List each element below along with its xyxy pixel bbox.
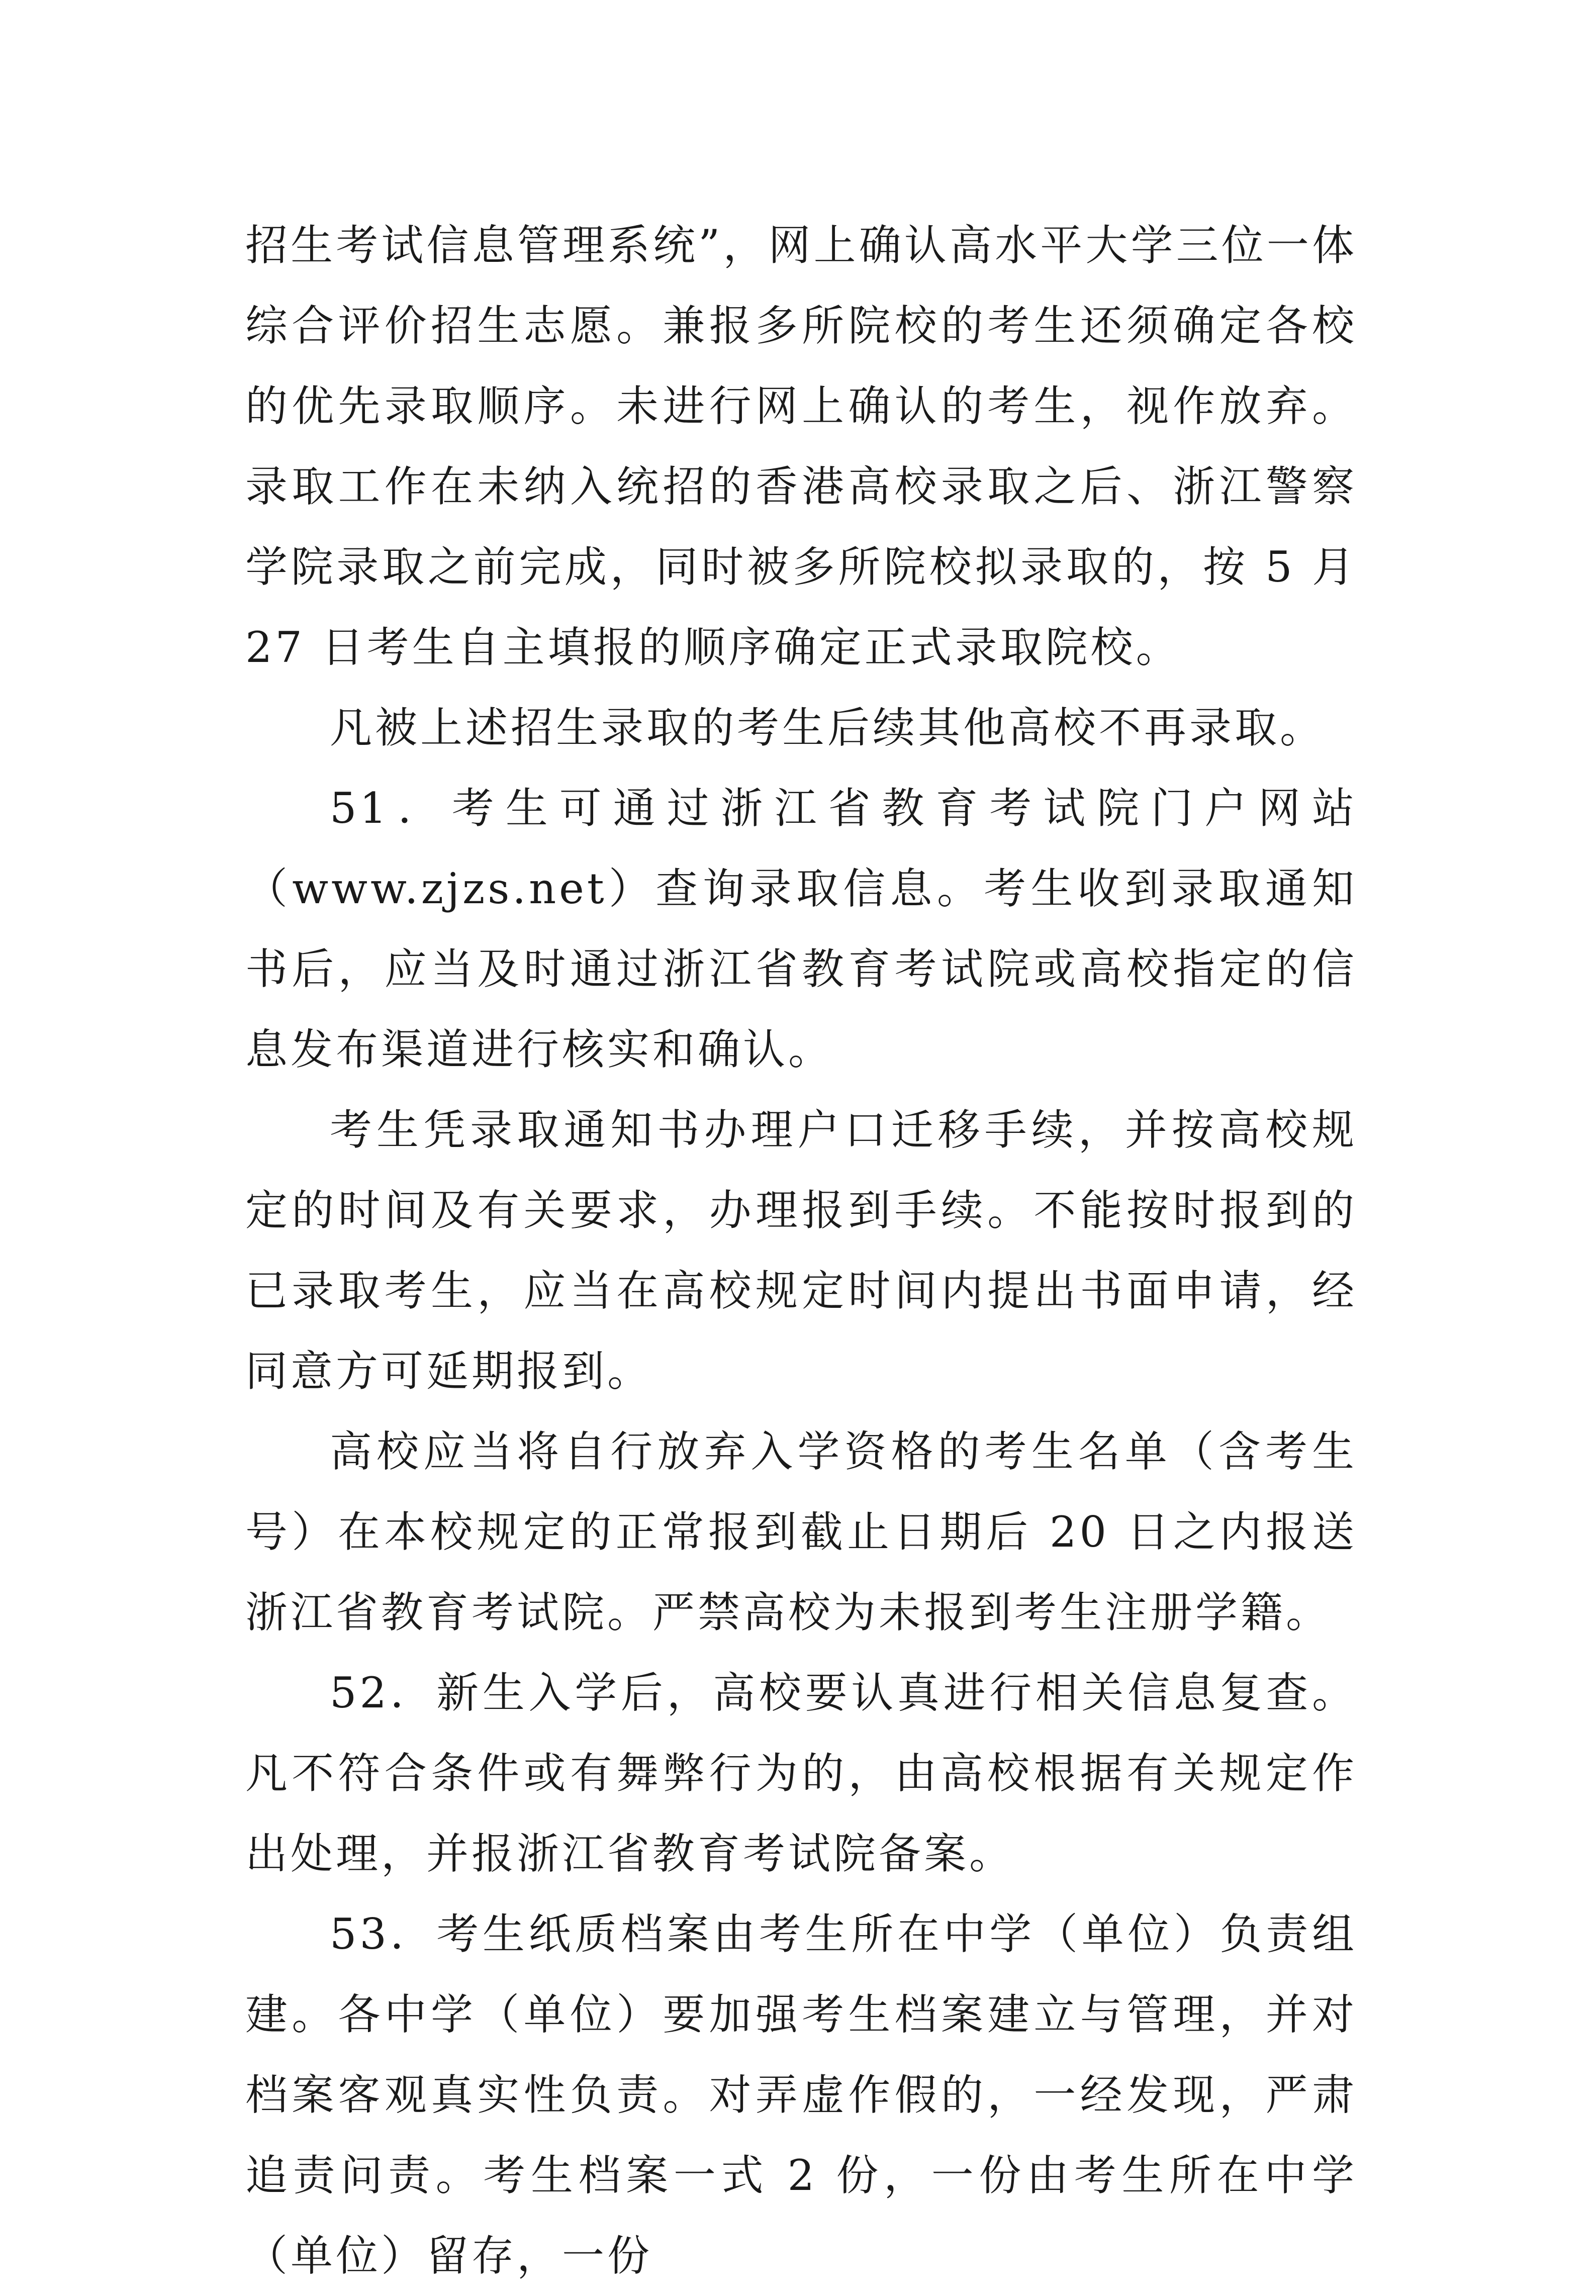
- document-body: [245, 205, 1357, 2296]
- paragraph-6: 52．新生入学后，高校要认真进行相关信息复查。凡不符合条件或有舞弊行为的，由高校根据有关规定作出处理，并报浙江省教育考试院备案。: [245, 1668, 1357, 1878]
- paragraph-7: 53．考生纸质档案由考生所在中学（单位）负责组建。各中学（单位）要加强考生档案建立与管理，并对档案客观真实性负责。对弄虚作假的，一经发现，严肃追责问责。考生档案一式 2 份，一份由考生所在中学（单位）留存，一份: [245, 1909, 1357, 2280]
- paragraph-5: 高校应当将自行放弃入学资格的考生名单（含考生号）在本校规定的正常报到截止日期后 20 日之内报送浙江省教育考试院。严禁高校为未报到考生注册学籍。: [245, 1427, 1357, 1637]
- paragraph-4: 考生凭录取通知书办理户口迁移手续，并按高校规定的时间及有关要求，办理报到手续。不能按时报到的已录取考生，应当在高校规定时间内提出书面申请，经同意方可延期报到。: [245, 1105, 1357, 1396]
- paragraph-1: 招生考试信息管理系统”，网上确认高水平大学三位一体综合评价招生志愿。兼报多所院校的考生还须确定各校的优先录取顺序。未进行网上确认的考生，视作放弃。录取工作在未纳入统招的香港高校录取之后、浙江警察学院录取之前完成，同时被多所院校拟录取的，按 5 月 27 日考生自主填报的顺序确定正式录取院校。: [245, 221, 1357, 672]
- paragraph-3: 51．考生可通过浙江省教育考试院门户网站（www.zjzs.net）查询录取信息。考生收到录取通知书后，应当及时通过浙江省教育考试院或高校指定的信息发布渠道进行核实和确认。: [245, 784, 1357, 1074]
- paragraph-2: 凡被上述招生录取的考生后续其他高校不再录取。: [330, 703, 1326, 752]
